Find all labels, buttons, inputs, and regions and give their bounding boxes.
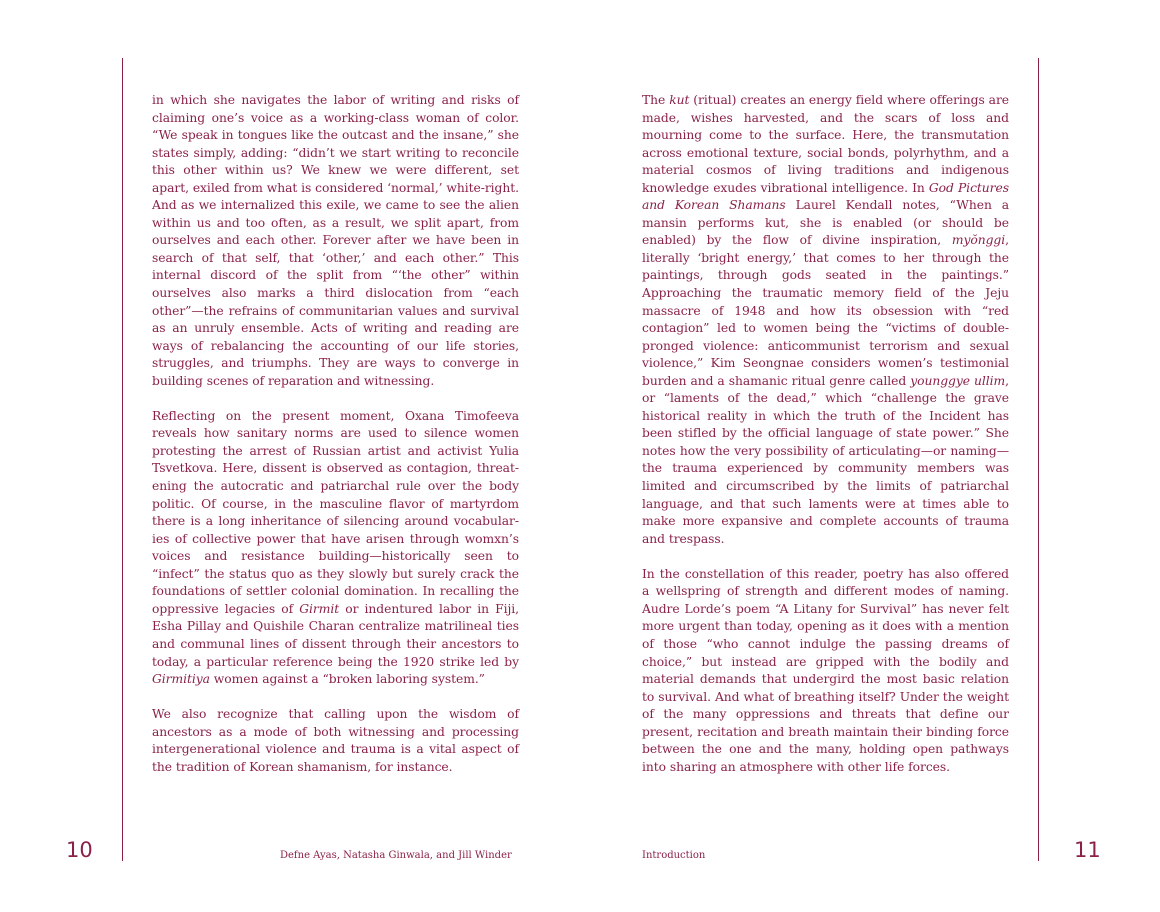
right-running-footer: Introduction [642, 850, 706, 861]
right-page-number: 11 [1074, 838, 1101, 862]
body-paragraph [642, 92, 1009, 548]
left-page-body [152, 92, 519, 776]
paragraph-text: Laurel Kendall notes, “When a mansin performs kut, she is enabled (or should be enabled) by the flow of divine inspiration, [642, 198, 1009, 248]
body-paragraph [152, 706, 519, 776]
italic-text: Girmitiya [152, 672, 210, 687]
left-page-number: 10 [66, 838, 93, 862]
body-paragraph [152, 92, 519, 390]
body-paragraph [152, 408, 519, 689]
italic-text: myŏnggi [951, 233, 1006, 248]
paragraph-text: We also recognize that calling upon the wisdom of ancestors as a mode of both witnessing and processing intergenerational violence and trauma is a vital aspect of the tradition of Korean shamanism, for instance. [152, 707, 519, 774]
paragraph-text: or indentured labor in Fiji, Esha Pillay and Quishile Charan centralize matrilineal ties and communal lines of dissent through their ancestors to today, a particular reference being the 1920 strike led by [152, 601, 520, 669]
paragraph-text: in which she navigates the labor of writing and risks of claiming one’s voice as a working-class woman of color. “We speak in tongues like the outcast and the insane,” she states simply, adding: “didn’t we start writing to reconcile this other within us? We knew we were different, set apart, exiled from what is considered ‘normal,’ white-right. And as we internalized this exile, we came to see the alien within us and too often, as a result, we split apart, from ourselves and each other. Forever after we have been in search of that self, that ‘other,’ and each other.” This internal discord of the split from “‘the other” within ourselves also marks a third dislocation from “each other”—the refrains of communitarian values and survival as an unruly ensemble. Acts of writing and reading are ways of rebalancing the accounting of our life stories, struggles, and triumphs. They are ways to converge in building scenes of reparation and witnessing. [152, 93, 519, 388]
italic-text: Girmit [299, 601, 340, 616]
italic-text: God Pictures and Korean Shamans [642, 180, 1009, 213]
paragraph-text: Reflecting on the present moment, Oxana Timofeeva reveals how sanitary norms are used to silence women protesting the arrest of Russian artist and activist Yulia Tsvetkova. Here, dissent is observed as contagion, threatening the autocratic and patriarchal rule over the body politic. Of course, in the masculine flavor of martyrdom there is a long inheritance of silencing around vocabularies of collective power that have arisen through womxn’s voices and resistance building—historically seen to “infect” the status quo as they slowly but surely crack the foundations of settler colonial domination. In recalling the oppressive legacies of [152, 408, 519, 616]
paragraph-text: , or “laments of the dead,” which “challenge the grave historical reality in which the truth of the Incident has been stifled by the official language of state power.” She notes how the very possibility of articulating—or naming—the trauma experienced by community members was limited and circumscribed by the limits of patriarchal language, and that such laments were at times able to make more expansive and complete accounts of trauma and trespass. [642, 373, 1009, 546]
paragraph-text: (ritual) creates an energy field where offerings are made, wishes harvested, and the scars of loss and mourning come to the surface. Here, the transmutation across emotional texture, social bonds, polyrhythm, and a material cosmos of living traditions and indigenous knowledge exudes vibrational intelligence. In [642, 93, 1010, 195]
paragraph-text: In the constellation of this reader, poetry has also offered a wellspring of strength and different modes of naming. Audre Lorde’s poem “A Litany for Survival” has never felt more urgent than today, opening as it does with a mention of those “who cannot indulge the passing dreams of choice,” but instead are gripped with the bodily and material demands that undergird the most basic relation to survival. And what of breathing itself? Under the weight of the many oppressions and threats that define our present, recitation and breath maintain their binding force between the one and the many, holding open pathways into sharing an atmosphere with other life forces. [642, 566, 1009, 774]
paragraph-text: women against a “broken laboring system.” [209, 672, 485, 687]
italic-text: younggye ullim [910, 373, 1006, 388]
left-margin-rule [122, 58, 123, 861]
right-margin-rule [1038, 58, 1039, 861]
right-page-body [642, 92, 1009, 776]
paragraph-text: , literally ‘bright energy,’ that comes to her through the paintings, through gods seated in the paintings.” Approaching the traumatic memory field of the Jeju massacre of 1948 and how its obsession with “red contagion” led to women being the “victims of double-pronged violence: anticommunist terrorism and sexual violence,” Kim Seongnae considers women’s testimonial burden and a shamanic ritual genre called [642, 233, 1009, 388]
body-paragraph [642, 566, 1009, 777]
italic-text: kut [669, 93, 690, 107]
left-running-footer: Defne Ayas, Natasha Ginwala, and Jill Winder [280, 850, 512, 861]
paragraph-text: The [642, 93, 670, 107]
